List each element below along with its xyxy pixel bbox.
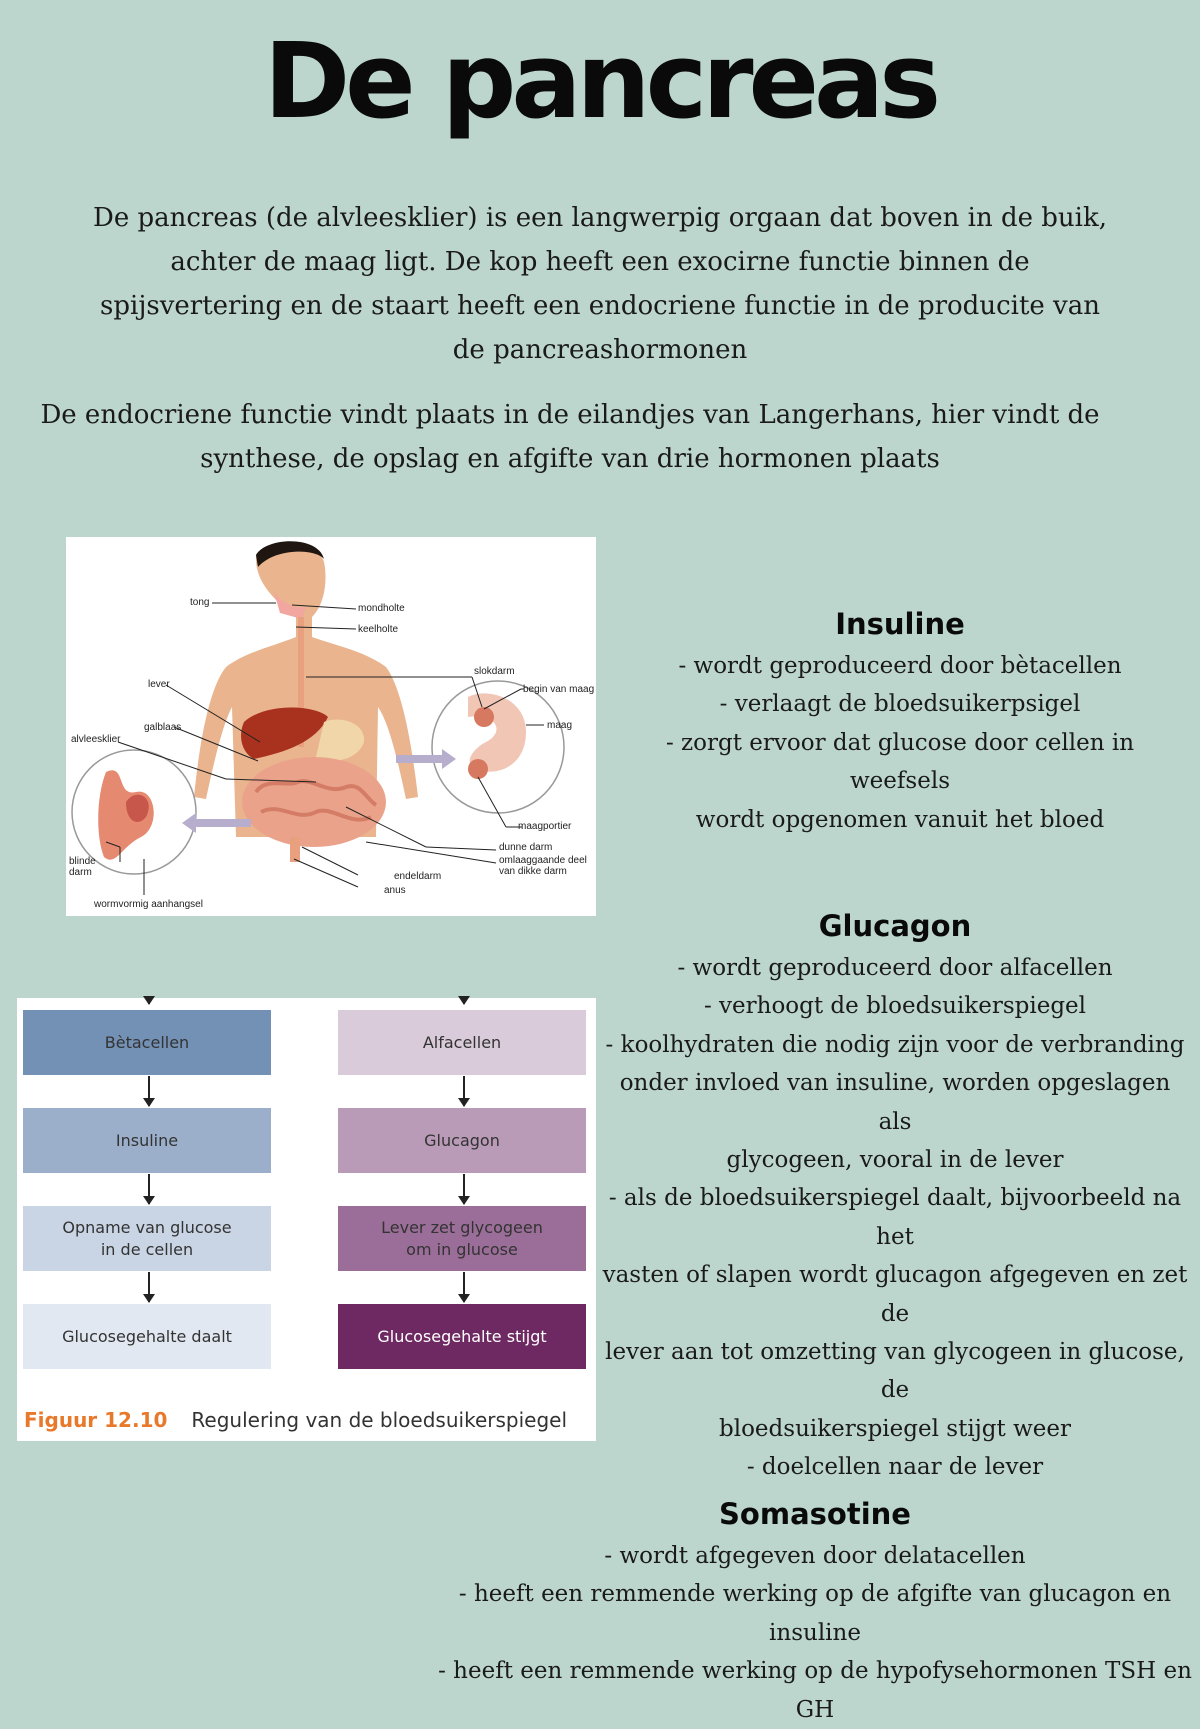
somatostine-list [420, 1537, 1200, 1729]
intro-paragraph: De pancreas (de alvleesklier) is een langwerpig orgaan dat boven in de buik, achter de maag ligt. De kop heeft een exocirne functie binnen de spijsvertering en de staart heeft een endocriene functie in de producite van de pancreashormonen [92, 203, 1108, 365]
figure-caption [24, 1408, 567, 1432]
label-alvleesklier: alvleesklier [71, 734, 121, 745]
label-mondholte: mondholte [358, 603, 405, 614]
glucagon-item: - als de bloedsuikerspiegel daalt, bijvoorbeeld na het [608, 1185, 1182, 1250]
label-anus: anus [384, 885, 406, 896]
arrow-left-3 [148, 1272, 150, 1302]
glucagon-item: - doelcellen naar de lever [746, 1454, 1044, 1481]
insuline-item: - wordt geproduceerd door bètacellen [678, 653, 1122, 679]
label-endeldarm: endeldarm [394, 871, 442, 882]
label-lever: lever [148, 679, 170, 690]
langerhans-paragraph: De endocriene functie vindt plaats in de eilandjes van Langerhans, hier vindt de synthese, de opslag en afgifte van drie hormonen plaats [40, 400, 1100, 474]
box-glucosegehalte-daalt: Glucosegehalte daalt [23, 1304, 271, 1369]
label-begin-van-maag: begin van maag [523, 684, 595, 695]
box-lever-glycogeen: Lever zet glycogeen om in glucose [338, 1206, 586, 1271]
figure-number: Figuur 12.10 [24, 1408, 168, 1432]
glucagon-list [600, 949, 1190, 1487]
glucagon-item: vasten of slapen wordt glucagon afgegeven en zet de [602, 1262, 1188, 1327]
arrow-right-2 [463, 1174, 465, 1204]
insuline-item: - verlaagt de bloedsuikerpsigel [719, 691, 1081, 718]
insuline-list [620, 647, 1180, 839]
figure-caption-text: Regulering van de bloedsuikerspiegel [191, 1408, 568, 1432]
page-title: De pancreas [263, 20, 937, 142]
box-glucagon: Glucagon [338, 1108, 586, 1173]
insuline-item: - zorgt ervoor dat glucose door cellen in weefsels [665, 729, 1135, 795]
somatostine-item: - heeft een remmende werking op de hypofysehormonen TSH en GH [438, 1658, 1192, 1723]
somatostine-heading: Somasotine [719, 1497, 911, 1531]
glucagon-item: - verhoogt de bloedsuikerspiegel [703, 993, 1087, 1020]
glucagon-section [600, 909, 1190, 1487]
arrow-right-1 [463, 1076, 465, 1106]
arrow-left-2 [148, 1174, 150, 1204]
box-glucosegehalte-stijgt: Glucosegehalte stijgt [338, 1304, 586, 1369]
insuline-section [620, 607, 1180, 839]
arrow-right-3 [463, 1272, 465, 1302]
label-omlaaggaande-deel-2: van dikke darm [499, 866, 567, 877]
label-dunne-darm: dunne darm [499, 842, 553, 853]
box-betacellen: Bètacellen [23, 1010, 271, 1075]
label-galblaas: galblaas [144, 722, 182, 733]
label-tong: tong [190, 597, 210, 608]
somatostine-item: - wordt afgegeven door delatacellen [604, 1543, 1026, 1569]
insuline-item: wordt opgenomen vanuit het bloed [695, 806, 1105, 833]
box-insuline: Insuline [23, 1108, 271, 1173]
label-maag: maag [547, 720, 573, 731]
label-omlaaggaande-deel-1: omlaaggaande deel [499, 855, 587, 866]
glucagon-item: glycogeen, vooral in de lever [726, 1147, 1064, 1174]
glucagon-item: - wordt geproduceerd door alfacellen [677, 955, 1113, 981]
box-alfacellen: Alfacellen [338, 1010, 586, 1075]
glucagon-item: lever aan tot omzetting van glycogeen in glucose, de [605, 1339, 1185, 1404]
glucagon-item: onder invloed van insuline, worden opgeslagen als [619, 1070, 1171, 1135]
label-maagportier: maagportier [518, 821, 572, 832]
digestive-system-drawing [66, 537, 596, 916]
label-slokdarm: slokdarm [474, 666, 515, 677]
blood-sugar-regulation-diagram [17, 998, 596, 1441]
arrow-left-1 [148, 1076, 150, 1106]
label-blinde-1: blinde [69, 856, 96, 867]
label-blinde-2: darm [69, 867, 92, 878]
arrow-left-top [148, 998, 150, 1004]
insuline-heading: Insuline [835, 607, 965, 641]
box-opname-glucose: Opname van glucose in de cellen [23, 1206, 271, 1271]
digestive-system-illustration [66, 537, 596, 916]
label-wormvormig-aanhangsel: wormvormig aanhangsel [94, 899, 203, 910]
label-keelholte: keelholte [358, 624, 399, 635]
somatostine-section [420, 1497, 1200, 1729]
glucagon-item: - koolhydraten die nodig zijn voor de verbranding [605, 1031, 1185, 1058]
glucagon-heading: Glucagon [818, 909, 972, 943]
glucagon-item: bloedsuikerspiegel stijgt weer [719, 1415, 1071, 1442]
arrow-right-top [463, 998, 465, 1004]
somatostine-item: - heeft een remmende werking op de afgifte van glucagon en insuline [458, 1581, 1172, 1646]
